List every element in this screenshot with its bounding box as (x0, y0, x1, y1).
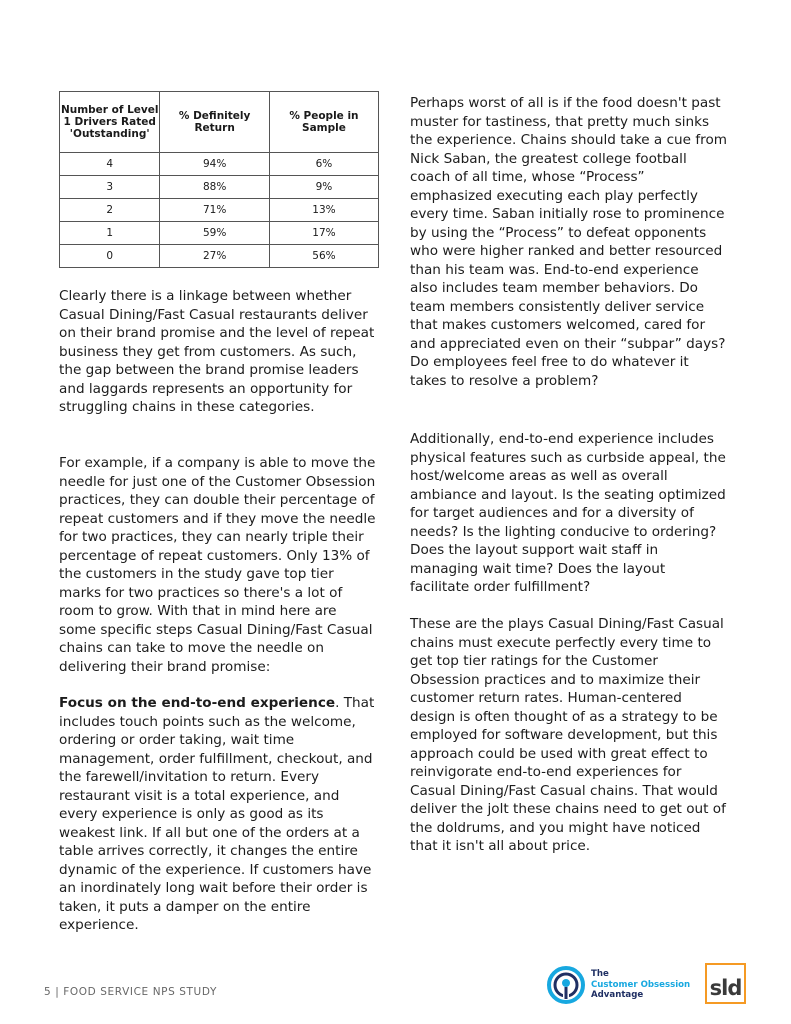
right-paragraph-3: These are the plays Casual Dining/Fast Casual chains must execute perfectly every time to get top tier ratings for the Customer Obsession practices and to maximize their customer return rates. Human-centered design is often thought of as a strategy to be employed for software development, but this approach could be used with great effect to reinvigorate end-to-end experiences for Casual Dining/Fast Casual chains. That would deliver the jolt these chains need to get out of the doldrums, and you might have noticed that it isn't all about price. (410, 616, 726, 854)
left-paragraph-1: Clearly there is a linkage between whether Casual Dining/Fast Casual restaurants deliver on their brand promise and the level of repeat business they get from customers. As such, the gap between the brand promise leaders and laggards represents an opportunity for struggling chains in these categories. (59, 288, 375, 415)
results-table-container (59, 91, 379, 268)
table-row (60, 153, 379, 176)
table-row (60, 222, 379, 245)
sld-logo: sld (705, 963, 746, 1004)
table-cell: 56% (269, 245, 378, 268)
left-paragraph-3-body: . That includes touch points such as the welcome, ordering or order taking, wait time management, order fulfillment, checkout, and the farewell/invitation to return. Every restaurant visit is a total experience, and every experience is only as good as its weakest link. If all but one of the orders at a table arrives correctly, it changes the entire dynamic of the experience. If customers have an inordinately long wait before their order is taken, it puts a damper on the entire experience. (59, 695, 375, 933)
table-cell: 6% (269, 153, 378, 176)
table-row (60, 199, 379, 222)
table-cell: 27% (160, 245, 269, 268)
table-cell: 0 (60, 245, 160, 268)
table-cell: 9% (269, 176, 378, 199)
left-paragraph-3 (59, 694, 377, 935)
table-cell: 71% (160, 199, 269, 222)
section-lead-heading: Focus on the end-to-end experience (59, 695, 336, 711)
customer-obsession-mark-icon (546, 965, 586, 1005)
table-cell: 13% (269, 199, 378, 222)
logo-line-3: Advantage (591, 990, 644, 1000)
table-cell: 17% (269, 222, 378, 245)
table-cell: 94% (160, 153, 269, 176)
left-paragraph-2: For example, if a company is able to move the needle for just one of the Customer Obsession practices, they can double their percentage of repeat customers and if they move the needle for two practices, they can nearly triple their percentage of repeat customers. Only 13% of the customers in the study gave top tier marks for two practices so there's a lot of room to grow. With that in mind here are some specific steps Casual Dining/Fast Casual chains can take to move the needle on delivering their brand promise: (59, 455, 376, 675)
table-cell: 88% (160, 176, 269, 199)
logo-line-1: The (591, 969, 609, 979)
table-cell: 1 (60, 222, 160, 245)
results-table (59, 91, 379, 268)
table-row (60, 245, 379, 268)
right-paragraph-1: Perhaps worst of all is if the food doesn't past muster for tastiness, that pretty much sinks the experience. Chains should take a cue from Nick Saban, the greatest college football coach of all time, whose “Process” emphasized executing each play perfectly every time. Saban initially rose to prominence by using the “Process” to defeat opponents who were higher ranked and better resourced than his team was. End-to-end experience also includes team member behaviors. Do team members consistently deliver service that makes customers welcomed, cared for and appreciated even on their “subpar” days? Do employees feel free to do whatever it takes to resolve a problem? (410, 95, 727, 389)
table-header-drivers: Number of Level 1 Drivers Rated 'Outstanding' (60, 92, 160, 153)
table-cell: 59% (160, 222, 269, 245)
customer-obsession-logo (546, 963, 696, 1009)
right-paragraph-2: Additionally, end-to-end experience includes physical features such as curbside appeal, the host/welcome areas as well as overall ambiance and layout. Is the seating optimized for target audiences and for a diversity of needs? Is the lighting conducive to ordering? Does the layout support wait staff in managing wait time? Does the layout facilitate order fulfillment? (410, 431, 726, 595)
table-cell: 4 (60, 153, 160, 176)
table-row (60, 176, 379, 199)
logo-line-2: Customer Obsession (591, 979, 691, 990)
page-footer: 5 | FOOD SERVICE NPS STUDY (44, 986, 217, 998)
table-header-definitely-return: % Definitely Return (160, 92, 269, 153)
customer-obsession-wordmark (591, 969, 690, 1001)
table-cell: 3 (60, 176, 160, 199)
table-header-people-in-sample: % People in Sample (269, 92, 378, 153)
table-header-row (60, 92, 379, 153)
table-cell: 2 (60, 199, 160, 222)
